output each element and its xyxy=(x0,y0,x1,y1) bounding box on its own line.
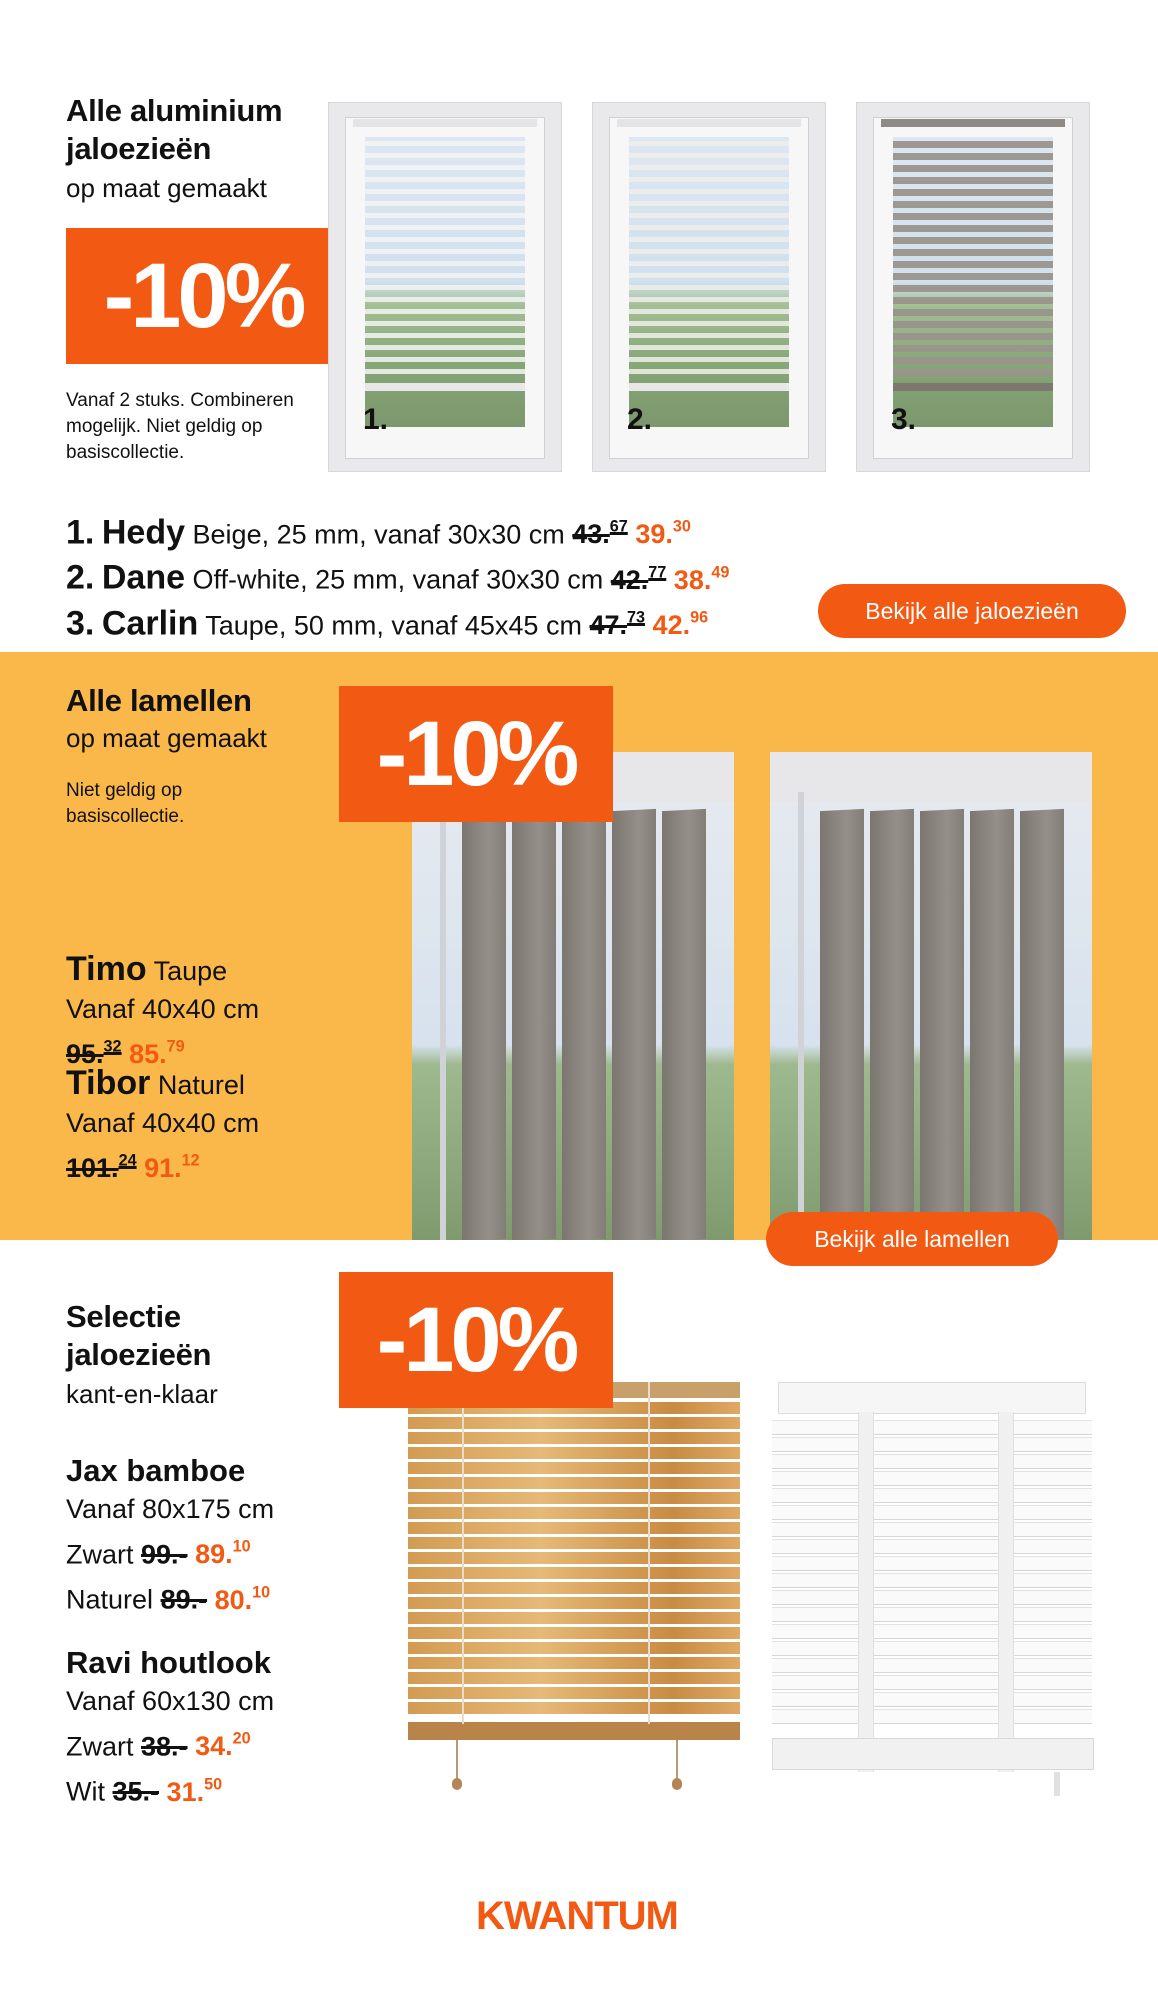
product-image-carlin xyxy=(856,102,1090,472)
product-line-carlin: 3. Carlin Taupe, 50 mm, vanaf 45x45 cm 47.73 42.96 xyxy=(66,603,709,642)
blind-slat xyxy=(365,369,525,374)
product-name: Dane xyxy=(101,558,186,597)
blind-slat xyxy=(365,309,525,314)
bamboo-slat xyxy=(408,1687,740,1699)
product-image-ravi-houtlook xyxy=(772,1378,1092,1798)
section2-title: Alle lamellen xyxy=(66,683,252,718)
wood-slat xyxy=(772,1420,1092,1435)
product-name: Timo xyxy=(66,950,147,988)
blind-slat xyxy=(629,249,789,254)
vertical-slat xyxy=(970,809,1014,1240)
wood-slat xyxy=(772,1590,1092,1605)
view-all-lamellen-button[interactable]: Bekijk alle lamellen xyxy=(766,1212,1058,1266)
wood-slat xyxy=(772,1692,1092,1707)
bamboo-slat xyxy=(408,1672,740,1684)
wood-slat xyxy=(772,1556,1092,1571)
bamboo-slat xyxy=(408,1477,740,1489)
bottom-rail xyxy=(365,383,525,391)
vertical-slat xyxy=(562,809,606,1240)
blind-slat xyxy=(629,141,789,146)
blind-slat xyxy=(893,333,1053,340)
view-all-jaloezieen-button[interactable]: Bekijk alle jaloezieën xyxy=(818,584,1126,638)
product-image-timo xyxy=(412,752,734,1240)
blind-slat xyxy=(365,297,525,302)
old-price: 99.- xyxy=(141,1539,188,1570)
image-label: 2. xyxy=(627,403,653,436)
bamboo-slat xyxy=(408,1432,740,1444)
bamboo-slat xyxy=(408,1612,740,1624)
lamellen-product-timo xyxy=(66,950,259,1073)
product-size: Vanaf 60x130 cm xyxy=(66,1686,275,1716)
blind-slat xyxy=(893,249,1053,256)
blind-slat xyxy=(629,297,789,302)
product-name: Jax bamboe xyxy=(66,1453,246,1488)
wood-slat xyxy=(772,1505,1092,1520)
blind-slat xyxy=(893,237,1053,244)
image-label: 1. xyxy=(363,403,389,436)
bamboo-slat xyxy=(408,1447,740,1459)
wood-slat xyxy=(772,1437,1092,1452)
bamboo-slat xyxy=(408,1597,740,1609)
product-image-hedy xyxy=(328,102,562,472)
blind-slat xyxy=(893,165,1053,172)
blind-slat xyxy=(629,273,789,278)
product-color: Naturel xyxy=(157,1070,245,1100)
product-desc: Beige, 25 mm, vanaf 30x30 cm xyxy=(192,519,565,550)
bamboo-slat xyxy=(408,1552,740,1564)
new-price: 39.30 xyxy=(635,518,691,550)
bamboo-slat xyxy=(408,1417,740,1429)
vertical-slat xyxy=(662,809,706,1240)
blind-slat xyxy=(365,333,525,338)
blind-slat xyxy=(893,141,1053,148)
old-price: 47.73 xyxy=(589,608,646,640)
blind-slat xyxy=(365,237,525,242)
window-frame-edge xyxy=(440,792,446,1240)
blind-slat xyxy=(629,237,789,242)
kwantum-logo[interactable]: KWANTUM xyxy=(476,1894,678,1938)
old-price: 89.- xyxy=(160,1584,208,1615)
blind-slat xyxy=(629,357,789,362)
bamboo-slat xyxy=(408,1702,740,1714)
blind-slat xyxy=(893,189,1053,196)
bottom-rail xyxy=(629,383,789,391)
section3-title-line2: jaloezieën xyxy=(66,1337,212,1372)
blind-slat xyxy=(629,153,789,158)
blind-slat xyxy=(365,201,525,206)
variant-zwart: Zwart 38.- 34.20 xyxy=(66,1730,251,1762)
window-glass xyxy=(365,137,525,427)
bamboo-slat xyxy=(408,1567,740,1579)
discount-badge: -10% xyxy=(66,228,340,364)
product-name: Tibor xyxy=(66,1064,151,1102)
blind-slat xyxy=(365,345,525,350)
product-name: Carlin xyxy=(101,603,199,642)
vertical-slat xyxy=(820,809,864,1240)
wood-slat xyxy=(772,1454,1092,1469)
new-price: 89.10 xyxy=(195,1538,251,1570)
bottom-rail xyxy=(408,1722,740,1740)
blind-slat xyxy=(365,285,525,290)
section1-note: Vanaf 2 stuks. Combineren mogelijk. Niet geldig op basiscollectie. xyxy=(66,390,294,463)
blind-slat xyxy=(893,285,1053,292)
product-jax-bamboe xyxy=(66,1452,274,1619)
bamboo-slat xyxy=(408,1492,740,1504)
bamboo-slat xyxy=(408,1582,740,1594)
blind-slat xyxy=(893,357,1053,364)
section1-subtitle: op maat gemaakt xyxy=(66,173,267,203)
blind-slat xyxy=(893,369,1053,376)
product-desc: Taupe, 50 mm, vanaf 45x45 cm xyxy=(205,609,582,640)
product-ravi-houtlook xyxy=(66,1644,274,1811)
ladder-string xyxy=(648,1382,650,1724)
cord-acorn xyxy=(452,1778,462,1790)
blind-slat xyxy=(629,369,789,374)
new-price: 38.49 xyxy=(673,563,730,595)
product-desc: Off-white, 25 mm, vanaf 30x30 cm xyxy=(192,564,604,595)
blind-slat xyxy=(365,177,525,182)
wood-slat xyxy=(772,1607,1092,1622)
product-size: Vanaf 80x175 cm xyxy=(66,1494,275,1524)
headrail xyxy=(778,1382,1086,1414)
blind-slat xyxy=(893,273,1053,280)
product-image-jax-bamboe xyxy=(408,1382,740,1792)
bamboo-slat xyxy=(408,1627,740,1639)
blind-slat xyxy=(893,225,1053,232)
old-price: 35.- xyxy=(112,1776,160,1807)
wood-slat xyxy=(772,1488,1092,1503)
wood-slat xyxy=(772,1641,1092,1656)
product-size: Vanaf 40x40 cm xyxy=(66,994,260,1024)
section-lamellen xyxy=(0,652,1158,1240)
cord xyxy=(456,1740,458,1780)
vertical-slat xyxy=(1020,809,1064,1240)
new-price: 42.96 xyxy=(652,608,709,640)
window-glass xyxy=(629,137,789,427)
product-size: Vanaf 40x40 cm xyxy=(66,1108,260,1138)
blind-slat xyxy=(365,153,525,158)
blind-slat xyxy=(629,285,789,290)
blind-slat xyxy=(365,321,525,326)
wand xyxy=(1054,1772,1060,1796)
blind-slat xyxy=(365,141,525,146)
product-line-dane: 2. Dane Off-white, 25 mm, vanaf 30x30 cm 42.77 38.49 xyxy=(66,558,730,597)
product-color: Taupe xyxy=(153,956,228,986)
section3-subtitle: kant-en-klaar xyxy=(66,1379,218,1409)
image-label: 3. xyxy=(891,403,917,436)
section1-title: Alle aluminium jaloezieën xyxy=(66,93,283,166)
vertical-slat xyxy=(462,809,506,1240)
blind-slat xyxy=(893,321,1053,328)
blind-slat xyxy=(365,273,525,278)
discount-badge: -10% xyxy=(339,1272,613,1408)
bamboo-slat xyxy=(408,1657,740,1669)
section2-subtitle: op maat gemaakt xyxy=(66,723,267,753)
vertical-slat xyxy=(920,809,964,1240)
blind-slat xyxy=(629,309,789,314)
wall-top xyxy=(770,752,1092,802)
ladder-tape xyxy=(858,1412,874,1772)
product-image-dane xyxy=(592,102,826,472)
wood-slat xyxy=(772,1658,1092,1673)
variant-zwart: Zwart 99.- 89.10 xyxy=(66,1538,251,1570)
bottom-rail xyxy=(893,383,1053,391)
blind-slat xyxy=(893,261,1053,268)
window-glass xyxy=(893,137,1053,427)
product-list xyxy=(66,508,729,644)
blind-slat xyxy=(365,261,525,266)
new-price: 85.79 xyxy=(129,1038,185,1070)
blind-slat xyxy=(365,165,525,170)
bamboo-slat xyxy=(408,1537,740,1549)
variant-naturel: Naturel 89.- 80.10 xyxy=(66,1583,271,1615)
headrail xyxy=(617,119,801,127)
blind-slat xyxy=(629,165,789,170)
old-price: 101.24 xyxy=(66,1152,137,1184)
vertical-slat xyxy=(512,809,556,1240)
blind-slat xyxy=(893,309,1053,316)
blind-slat xyxy=(893,177,1053,184)
old-price: 95.32 xyxy=(66,1038,122,1070)
blind-slat xyxy=(629,201,789,206)
wood-slat xyxy=(772,1675,1092,1690)
bamboo-slat xyxy=(408,1522,740,1534)
bamboo-slat xyxy=(408,1642,740,1654)
wood-slat xyxy=(772,1573,1092,1588)
vertical-slat xyxy=(612,809,656,1240)
section2-note: Niet geldig op basiscollectie. xyxy=(66,780,185,827)
product-line-hedy: 1. Hedy Beige, 25 mm, vanaf 30x30 cm 43.67 39.30 xyxy=(66,513,691,552)
blind-slat xyxy=(893,345,1053,352)
blind-slat xyxy=(629,213,789,218)
old-price: 43.67 xyxy=(572,518,628,550)
blind-slat xyxy=(629,189,789,194)
blind-slat xyxy=(893,213,1053,220)
new-price: 31.50 xyxy=(166,1775,223,1807)
blind-slat xyxy=(629,321,789,326)
old-price: 42.77 xyxy=(610,563,667,595)
wood-slat xyxy=(772,1471,1092,1486)
wood-slat xyxy=(772,1709,1092,1724)
wood-slat xyxy=(772,1522,1092,1537)
blind-slat xyxy=(365,249,525,254)
blind-slat xyxy=(365,357,525,362)
wood-slat xyxy=(772,1539,1092,1554)
section3-title-line1: Selectie xyxy=(66,1299,181,1334)
vertical-slat xyxy=(870,809,914,1240)
blind-slat xyxy=(365,225,525,230)
product-name: Hedy xyxy=(101,513,186,552)
blind-slat xyxy=(365,189,525,194)
product-name: Ravi houtlook xyxy=(66,1645,271,1680)
cord xyxy=(676,1740,678,1780)
new-price: 91.12 xyxy=(144,1152,200,1184)
window-frame-edge xyxy=(798,792,804,1240)
bamboo-slat xyxy=(408,1507,740,1519)
ladder-string xyxy=(462,1382,464,1724)
blind-slat xyxy=(629,333,789,338)
lamellen-product-tibor xyxy=(66,1064,259,1187)
variant-wit: Wit 35.- 31.50 xyxy=(66,1775,223,1807)
old-price: 38.- xyxy=(141,1731,188,1762)
blind-slat xyxy=(893,201,1053,208)
ladder-tape xyxy=(998,1412,1014,1772)
blind-slat xyxy=(629,177,789,182)
blind-slat xyxy=(893,297,1053,304)
blind-slat xyxy=(629,345,789,350)
cord-acorn xyxy=(672,1778,682,1790)
bamboo-slat xyxy=(408,1462,740,1474)
blind-slat xyxy=(629,225,789,230)
blind-slat xyxy=(629,261,789,266)
product-image-tibor xyxy=(770,752,1092,1240)
new-price: 34.20 xyxy=(195,1730,251,1762)
headrail xyxy=(353,119,537,127)
new-price: 80.10 xyxy=(214,1583,271,1615)
blind-slat xyxy=(365,213,525,218)
wood-slat xyxy=(772,1624,1092,1639)
blind-slat xyxy=(893,153,1053,160)
discount-badge: -10% xyxy=(339,686,613,822)
headrail xyxy=(881,119,1065,127)
bottom-rail xyxy=(772,1738,1094,1770)
